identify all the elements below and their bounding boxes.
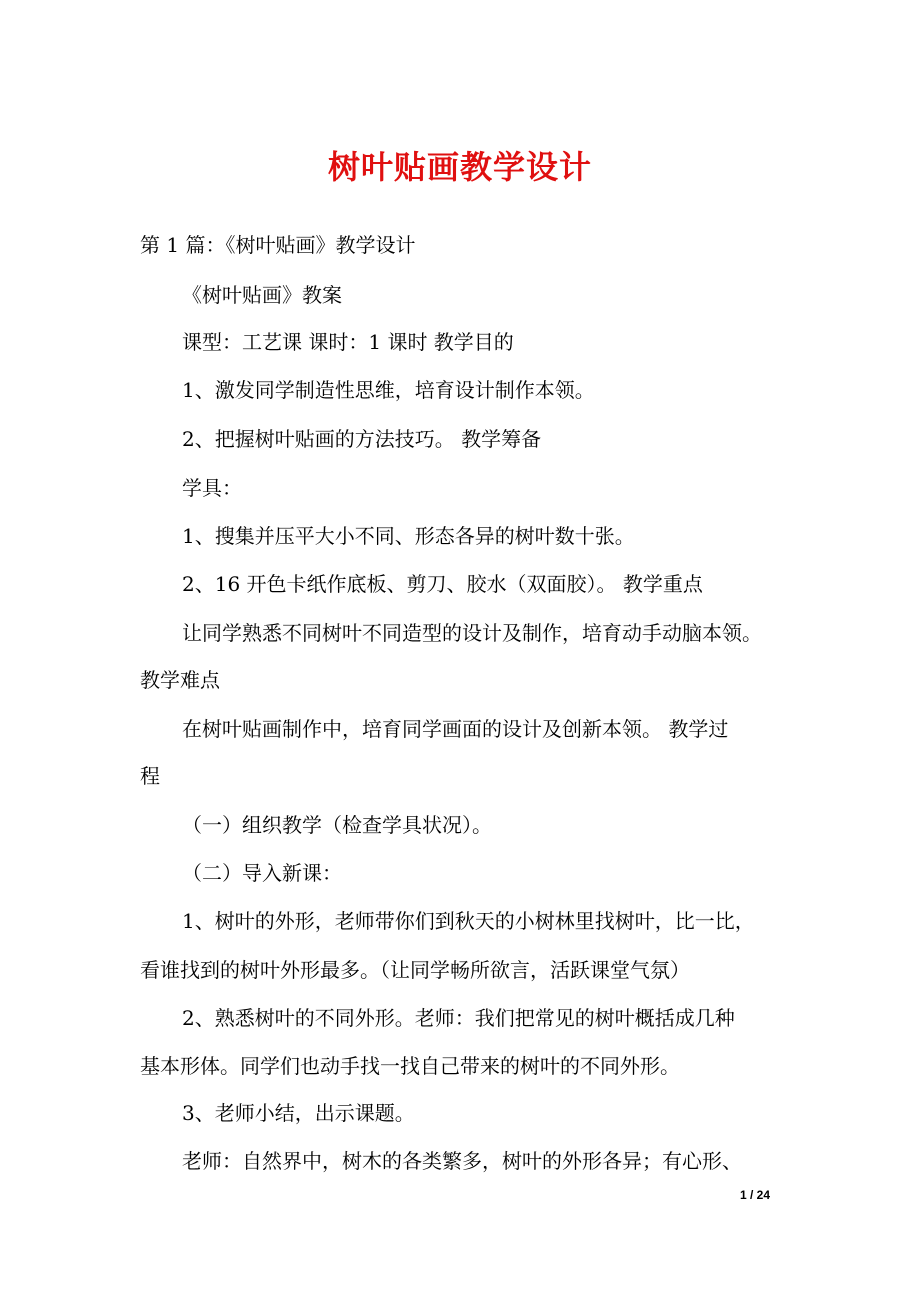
text-line: 1、激发同学制造性思维，培育设计制作本领。 bbox=[182, 378, 595, 402]
text-line: （二）导入新课： bbox=[182, 861, 342, 885]
page-number: 1 / 24 bbox=[740, 1188, 771, 1202]
text-line: 1、搜集并压平大小不同、形态各异的树叶数十张。 bbox=[182, 524, 635, 548]
text-line: 3、老师小结，出示课题。 bbox=[182, 1101, 415, 1125]
document-title: 树叶贴画教学设计 bbox=[327, 148, 592, 186]
text-line: 《树叶贴画》教案 bbox=[182, 283, 342, 307]
text-line: 程 bbox=[140, 764, 160, 788]
text-line: 看谁找到的树叶外形最多。（让同学畅所欲言，活跃课堂气氛） bbox=[140, 958, 690, 982]
text-line: 在树叶贴画制作中，培育同学画面的设计及创新本领。 教学过 bbox=[182, 717, 729, 741]
text-line: 老师：自然界中，树木的各类繁多，树叶的外形各异；有心形、 bbox=[182, 1149, 742, 1173]
text-line: 基本形体。同学们也动手找一找自己带来的树叶的不同外形。 bbox=[140, 1054, 680, 1078]
text-line: 第 1 篇：《树叶贴画》教学设计 bbox=[140, 233, 416, 257]
text-line: 2、熟悉树叶的不同外形。老师：我们把常见的树叶概括成几种 bbox=[182, 1006, 735, 1030]
text-line: 学具： bbox=[182, 476, 242, 500]
text-line: 2、16 开色卡纸作底板、剪刀、胶水（双面胶）。 教学重点 bbox=[182, 572, 703, 596]
text-line: 2、把握树叶贴画的方法技巧。 教学筹备 bbox=[182, 427, 542, 451]
text-line: 教学难点 bbox=[140, 668, 220, 692]
text-line: 1、树叶的外形，老师带你们到秋天的小树林里找树叶，比一比， bbox=[182, 909, 755, 933]
text-line: （一）组织教学（检查学具状况）。 bbox=[182, 813, 492, 837]
text-line: 课型：工艺课 课时：1 课时 教学目的 bbox=[182, 330, 514, 354]
text-line: 让同学熟悉不同树叶不同造型的设计及制作，培育动手动脑本领。 bbox=[182, 621, 762, 645]
